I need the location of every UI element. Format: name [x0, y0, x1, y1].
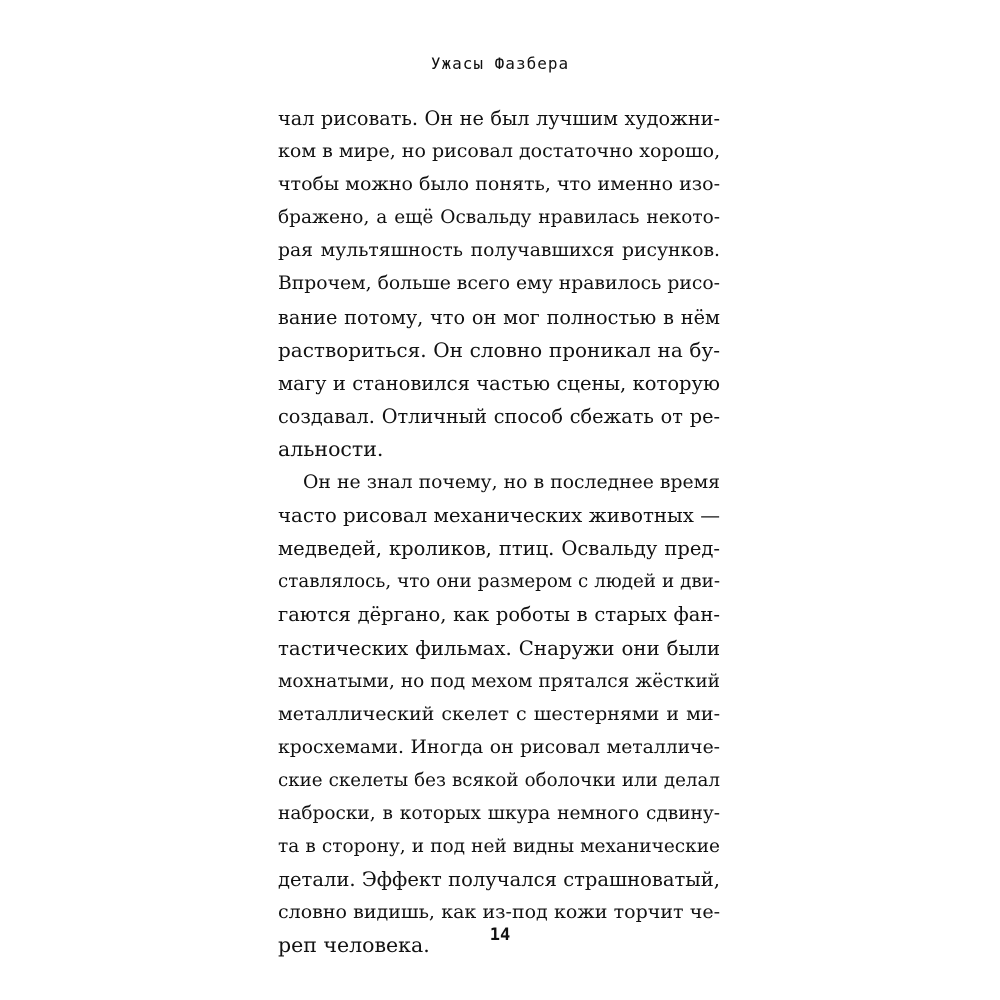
text-line: часто рисовал механических животных —: [278, 504, 720, 528]
text-line: чал рисовать. Он не был лучшим художни-: [278, 107, 720, 130]
text-line: та в сторону, и под ней видны механические: [278, 836, 720, 858]
text-line: рая мультяшность получавшихся рисунков.: [278, 240, 720, 262]
text-line: кросхемами. Иногда он рисовал металличе-: [278, 736, 720, 758]
text-line: ком в мире, но рисовал достаточно хорошо,: [278, 140, 721, 163]
text-line: создавал. Отличный способ сбежать от ре-: [278, 404, 720, 428]
text-line: тастических фильмах. Снаружи они были: [278, 636, 720, 660]
text-line: детали. Эффект получался страшноватый,: [278, 868, 720, 892]
text-line: альности.: [278, 436, 384, 461]
text-line: наброски, в которых шкура немного сдвину-: [278, 802, 720, 824]
text-line: реп человека.: [278, 933, 430, 958]
text-line: медведей, кроликов, птиц. Освальду пред-: [278, 537, 720, 561]
text-line: Впрочем, больше всего ему нравилось рисо-: [278, 273, 720, 295]
text-line: Он не знал почему, но в последнее время: [303, 472, 720, 494]
paragraph-2: [278, 466, 720, 962]
text-line: магу и становился частью сцены, которую: [278, 371, 720, 395]
text-line: словно видишь, как из-под кожи торчит че-: [278, 901, 720, 924]
page-number: 14: [489, 925, 511, 945]
text-line: чтобы можно было понять, что именно изо-: [278, 173, 720, 196]
text-line: мохнатыми, но под мехом прятался жёсткий: [278, 670, 720, 692]
text-line: ставлялось, что они размером с людей и дви-: [278, 571, 720, 593]
paragraph-1: [278, 102, 720, 466]
text-line: металлический скелет с шестернями и ми-: [278, 702, 720, 725]
text-line: гаются дёргано, как роботы в старых фан-: [278, 603, 720, 627]
body-text: [278, 102, 720, 962]
text-line: бражено, а ещё Освальду нравилась некото-: [278, 207, 720, 229]
running-head: Ужасы Фазбера: [430, 54, 570, 73]
text-line: ские скелеты без всякой оболочки или делал: [278, 769, 720, 791]
text-line: вание потому, что он мог полностью в нём: [278, 305, 720, 329]
text-line: раствориться. Он словно проникал на бу-: [278, 337, 720, 362]
